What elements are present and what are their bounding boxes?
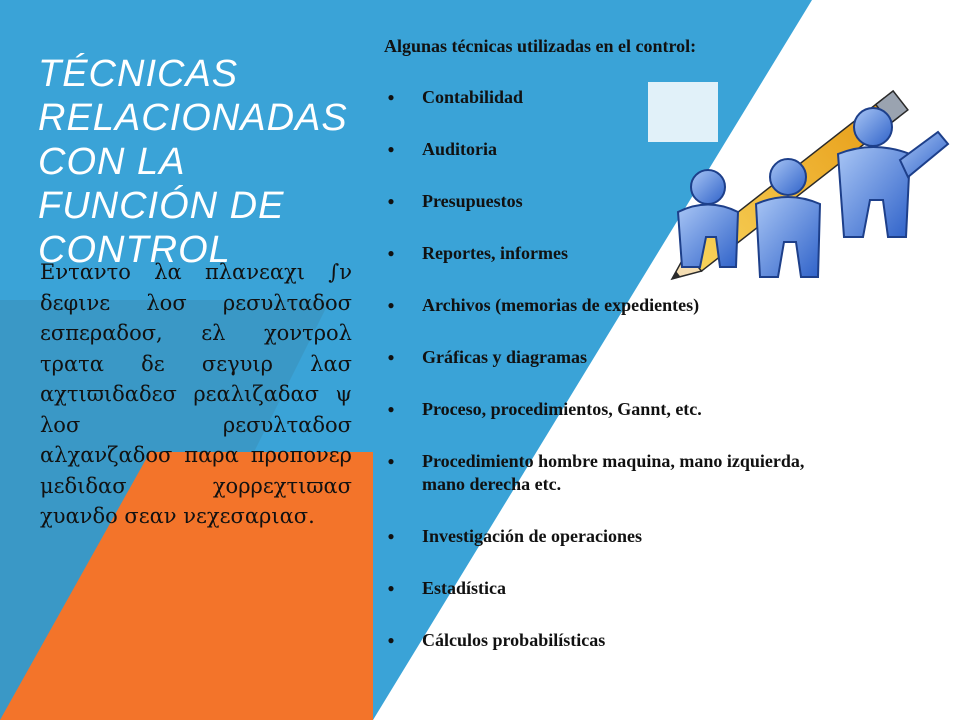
bullet-icon: ● bbox=[387, 246, 395, 260]
bullet-icon: ● bbox=[387, 581, 395, 595]
bullet-icon: ● bbox=[387, 454, 395, 468]
list-item: ● Reportes, informes bbox=[384, 242, 834, 265]
list-item: ● Procedimiento hombre maquina, mano izquierda, mano derecha etc. bbox=[384, 450, 834, 496]
bullet-icon: ● bbox=[387, 298, 395, 312]
list-item: ● Cálculos probabilísticas bbox=[384, 629, 834, 652]
list-item: ● Proceso, procedimientos, Gannt, etc. bbox=[384, 398, 834, 421]
slide-title: TÉCNICAS RELACIONADAS CON LA FUNCIÓN DE CONTROL bbox=[38, 53, 348, 271]
list-item: ● Archivos (memorias de expedientes) bbox=[384, 294, 834, 317]
bullet-icon: ● bbox=[387, 402, 395, 416]
bullet-icon: ● bbox=[387, 633, 395, 647]
team-pencil-illustration bbox=[638, 82, 960, 292]
body-paragraph: Ενταντο λα πλανεαχι ∫ν δεφινε λοσ ρεσυλταδοσ εσπεραδοσ, ελ χοντρολ τρατα δε σεγυιρ λασ αχτιϖιδαδεσ ρεαλιζαδασ ψ λοσ ρεσυλταδοσ αλχανζαδοσ παρα προπονερ μεδιδασ χορρεχτιϖασ χυανδο σεαν νεχεσαριασ. bbox=[40, 260, 352, 528]
bullet-icon: ● bbox=[387, 90, 395, 104]
list-item: ● Contabilidad bbox=[384, 86, 834, 109]
bullet-icon: ● bbox=[387, 142, 395, 156]
list-item: ● Estadística bbox=[384, 577, 834, 600]
bullet-icon: ● bbox=[387, 529, 395, 543]
list-item: ● Investigación de operaciones bbox=[384, 525, 834, 548]
list-heading: Algunas técnicas utilizadas en el control: bbox=[384, 36, 697, 56]
bullet-icon: ● bbox=[387, 350, 395, 364]
list-item: ● Gráficas y diagramas bbox=[384, 346, 834, 369]
list-item: ● Presupuestos bbox=[384, 190, 834, 213]
bullet-icon: ● bbox=[387, 194, 395, 208]
list-item: ● Auditoria bbox=[384, 138, 834, 161]
person-icon bbox=[838, 108, 948, 237]
